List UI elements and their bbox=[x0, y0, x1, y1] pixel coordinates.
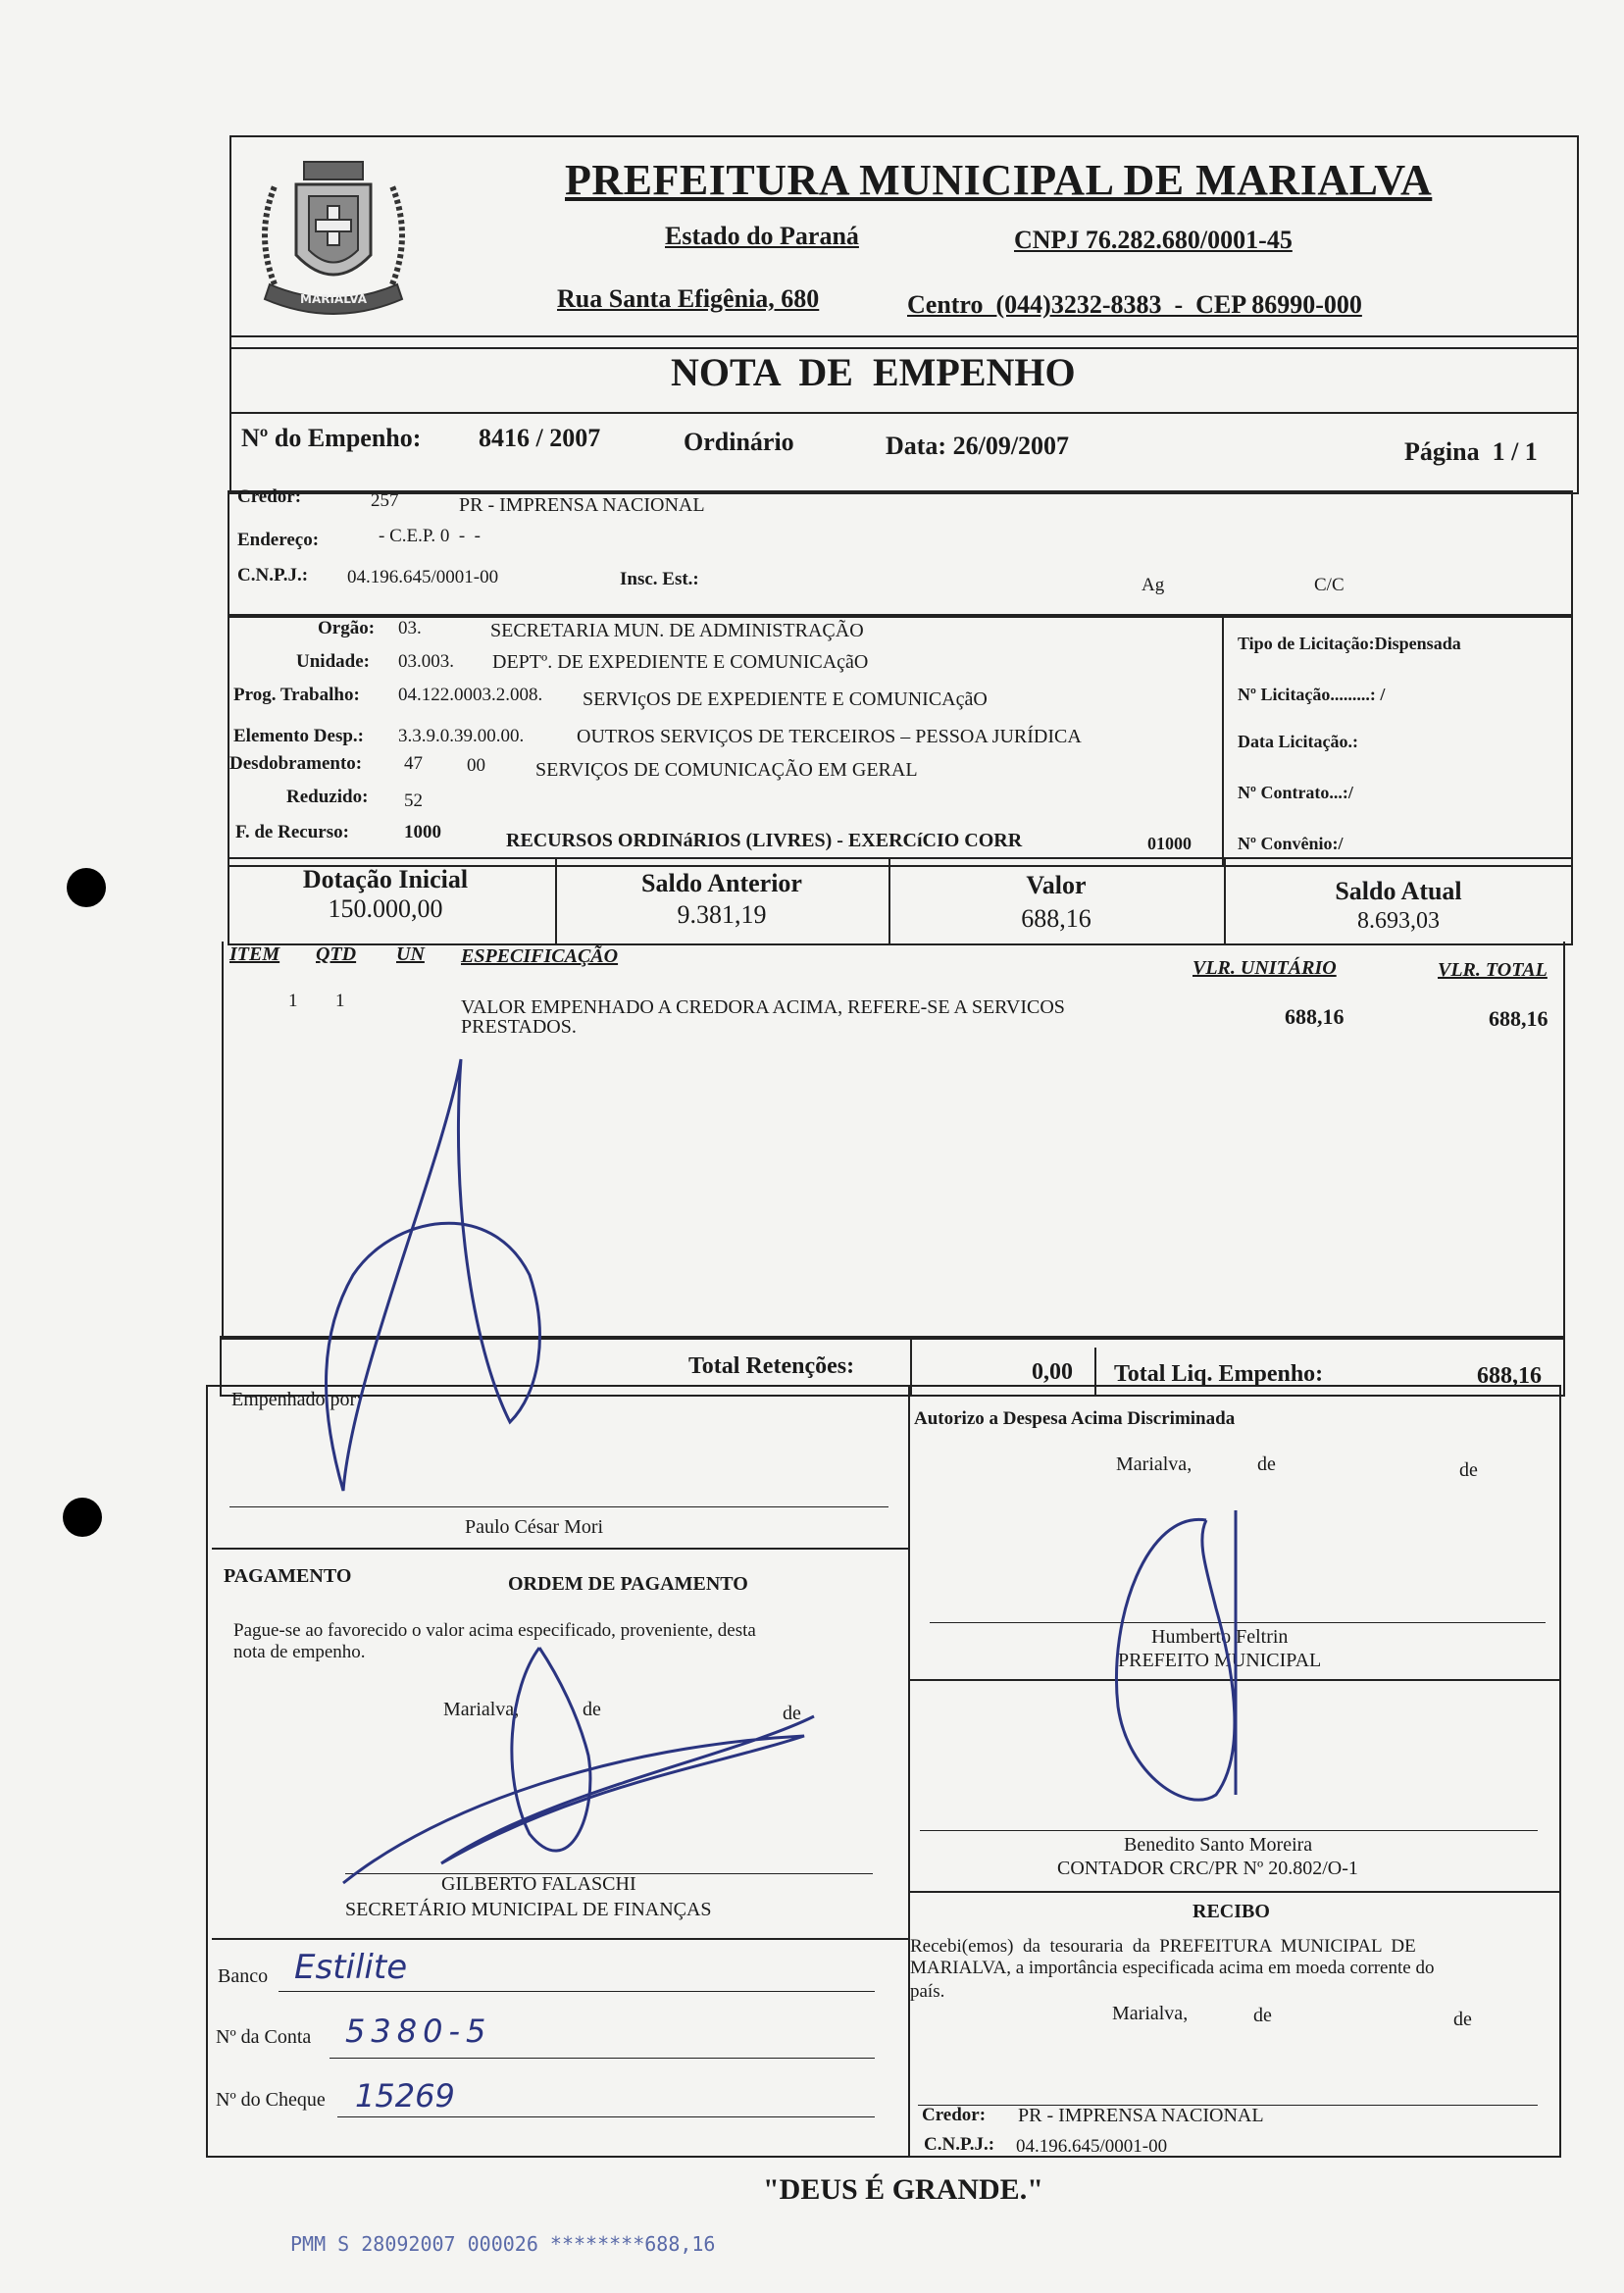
empenho-date: Data: 26/09/2007 bbox=[886, 432, 1070, 460]
pagamento-text-line2: nota de empenho. bbox=[233, 1642, 366, 1662]
recibo-line3: país. bbox=[910, 1981, 945, 2002]
prog-label: Prog. Trabalho: bbox=[233, 685, 360, 705]
recurso-extra: 01000 bbox=[1147, 834, 1192, 853]
elemento-code: 3.3.9.0.39.00.00. bbox=[398, 726, 525, 746]
liq-empenho-value: 688,16 bbox=[1477, 1363, 1542, 1389]
punch-hole bbox=[67, 868, 106, 907]
prog-name: SERVIçOS DE EXPEDIENTE E COMUNICAçãO bbox=[583, 688, 988, 710]
credor-name: PR - IMPRENSA NACIONAL bbox=[459, 494, 705, 516]
valor-value: 688,16 bbox=[1021, 904, 1091, 933]
section-divider bbox=[212, 1938, 908, 1940]
col-vlr-total: VLR. TOTAL bbox=[1438, 959, 1548, 981]
pagamento-title: PAGAMENTO bbox=[224, 1565, 352, 1587]
col-item: ITEM bbox=[229, 943, 280, 965]
contador-name: Benedito Santo Moreira bbox=[1124, 1834, 1313, 1856]
col-un: UN bbox=[396, 943, 425, 965]
autorizo-de-2: de bbox=[1459, 1459, 1478, 1481]
recibo-cnpj: 04.196.645/0001-00 bbox=[1016, 2136, 1168, 2157]
recibo-credor-label: Credor: bbox=[922, 2105, 987, 2125]
valor-label: Valor bbox=[1026, 871, 1087, 899]
item-number: 1 bbox=[288, 991, 298, 1011]
orgao-code: 03. bbox=[398, 618, 422, 638]
motto: "DEUS É GRANDE." bbox=[763, 2173, 1043, 2206]
retencoes-value: 0,00 bbox=[1032, 1359, 1073, 1385]
section-divider bbox=[908, 1891, 1559, 1893]
pagamento-de-2: de bbox=[783, 1703, 801, 1724]
saldo-atual-label: Saldo Atual bbox=[1335, 877, 1462, 905]
secretario-role: SECRETÁRIO MUNICIPAL DE FINANÇAS bbox=[345, 1899, 712, 1920]
saldo-anterior-label: Saldo Anterior bbox=[641, 869, 802, 897]
creditor-box bbox=[228, 490, 1573, 616]
credor-label: Credor: bbox=[237, 486, 302, 507]
empenhado-name: Paulo César Mori bbox=[465, 1516, 604, 1538]
punch-hole bbox=[63, 1498, 102, 1537]
desdobramento-code-a: 47 bbox=[404, 753, 423, 774]
autorizo-marialva: Marialva, bbox=[1116, 1453, 1193, 1475]
desdobramento-label: Desdobramento: bbox=[229, 753, 363, 774]
col-qtd: QTD bbox=[316, 943, 357, 965]
item-total-value: 688,16 bbox=[1489, 1006, 1548, 1031]
banco-line bbox=[279, 1991, 875, 1992]
prefeito-role: PREFEITO MUNICIPAL bbox=[1118, 1650, 1322, 1671]
recibo-credor: PR - IMPRENSA NACIONAL bbox=[1018, 2105, 1264, 2126]
municipality-title: PREFEITURA MUNICIPAL DE MARIALVA bbox=[565, 156, 1433, 204]
reduzido-label: Reduzido: bbox=[286, 787, 369, 807]
n-convenio: Nº Convênio:/ bbox=[1238, 834, 1344, 853]
prog-code: 04.122.0003.2.008. bbox=[398, 685, 543, 705]
n-contrato: Nº Contrato...:/ bbox=[1238, 783, 1353, 802]
col-especificacao: ESPECIFICAÇÃO bbox=[461, 945, 619, 967]
credor-code: 257 bbox=[371, 490, 399, 511]
contador-role: CONTADOR CRC/PR Nº 20.802/O-1 bbox=[1057, 1858, 1358, 1879]
banco-value: Estilite bbox=[294, 1948, 408, 1987]
reduzido-value: 52 bbox=[404, 790, 423, 811]
signature-prefeito bbox=[1089, 1501, 1285, 1834]
saldo-atual-value: 8.693,03 bbox=[1357, 908, 1440, 934]
signature-empenhado bbox=[294, 1049, 608, 1510]
empenho-number-label: Nº do Empenho: bbox=[241, 424, 422, 452]
dotacao-value: 150.000,00 bbox=[328, 894, 443, 923]
doc-title: NOTA DE EMPENHO bbox=[671, 350, 1076, 394]
data-licitacao: Data Licitação.: bbox=[1238, 732, 1358, 751]
unidade-label: Unidade: bbox=[296, 651, 370, 672]
retencoes-label: Total Retenções: bbox=[688, 1353, 855, 1379]
desdobramento-name: SERVIÇOS DE COMUNICAÇÃO EM GERAL bbox=[535, 759, 918, 781]
endereco-label: Endereço: bbox=[237, 530, 320, 550]
section-divider bbox=[212, 1548, 908, 1550]
recurso-name: RECURSOS ORDINáRIOS (LIVRES) - EXERCíCIO CORR bbox=[506, 830, 1023, 851]
recibo-marialva: Marialva, bbox=[1112, 2003, 1189, 2024]
conta-value: 5380-5 bbox=[345, 2013, 492, 2050]
recibo-line2: MARIALVA, a importância especificada acima em moeda corrente do bbox=[910, 1958, 1435, 1978]
state-name: Estado do Paraná bbox=[665, 222, 859, 250]
orgao-name: SECRETARIA MUN. DE ADMINISTRAÇÃO bbox=[490, 620, 864, 641]
budget-divider bbox=[1222, 616, 1224, 867]
recurso-label: F. de Recurso: bbox=[235, 822, 349, 842]
recurso-code: 1000 bbox=[404, 822, 441, 842]
dotacao-label: Dotação Inicial bbox=[302, 865, 469, 893]
liq-empenho-label: Total Liq. Empenho: bbox=[1114, 1361, 1324, 1387]
banco-label: Banco bbox=[218, 1965, 269, 1987]
recibo-line1: Recebi(emos) da tesouraria da PREFEITURA MUNICIPAL DE bbox=[910, 1936, 1416, 1957]
autorizo-text: Autorizo a Despesa Acima Discriminada bbox=[914, 1408, 1236, 1429]
item-spec-line2: PRESTADOS. bbox=[461, 1016, 577, 1038]
signature-secretario bbox=[324, 1628, 834, 1912]
cc-label: C/C bbox=[1314, 575, 1345, 595]
item-spec-line1: VALOR EMPENHADO A CREDORA ACIMA, REFERE-SE A SERVICOS bbox=[461, 996, 1065, 1018]
cnpj-label: C.N.P.J.: bbox=[237, 565, 309, 586]
mechanical-stamp: PMM S 28092007 000026 ********688,16 bbox=[290, 2232, 716, 2256]
unidade-code: 03.003. bbox=[398, 651, 454, 672]
cheque-value: 15269 bbox=[355, 2077, 455, 2115]
tipo-licitacao: Tipo de Licitação:Dispensada bbox=[1238, 634, 1461, 653]
address-street: Rua Santa Efigênia, 680 bbox=[557, 284, 820, 313]
municipality-cnpj: CNPJ 76.282.680/0001-45 bbox=[1014, 226, 1293, 254]
cheque-label: Nº do Cheque bbox=[216, 2089, 326, 2111]
balance-divider bbox=[1224, 857, 1226, 945]
orgao-label: Orgão: bbox=[318, 618, 376, 638]
secretario-name: GILBERTO FALASCHI bbox=[441, 1873, 636, 1895]
cnpj-value: 04.196.645/0001-00 bbox=[347, 567, 499, 587]
coat-of-arms bbox=[235, 137, 431, 333]
conta-line bbox=[330, 2058, 875, 2059]
cheque-line bbox=[337, 2116, 875, 2117]
autorizo-de-1: de bbox=[1257, 1453, 1276, 1475]
desdobramento-code-b: 00 bbox=[467, 755, 485, 776]
elemento-label: Elemento Desp.: bbox=[233, 726, 364, 746]
item-unit-value: 688,16 bbox=[1285, 1004, 1345, 1029]
item-qtd: 1 bbox=[335, 991, 345, 1011]
empenhado-label: Empenhado por: bbox=[231, 1389, 362, 1410]
pagamento-marialva: Marialva, bbox=[443, 1699, 520, 1720]
balance-divider bbox=[555, 857, 557, 945]
ordem-pagamento: ORDEM DE PAGAMENTO bbox=[508, 1573, 748, 1595]
recibo-title: RECIBO bbox=[1193, 1901, 1270, 1922]
prefeito-name: Humberto Feltrin bbox=[1151, 1626, 1289, 1648]
pagamento-de-1: de bbox=[583, 1699, 601, 1720]
recibo-de-2: de bbox=[1453, 2009, 1472, 2030]
empenho-number: 8416 / 2007 bbox=[479, 424, 601, 452]
svg-text:MARIALVA: MARIALVA bbox=[300, 292, 367, 306]
recibo-de-1: de bbox=[1253, 2005, 1272, 2026]
n-licitacao: Nº Licitação.........: / bbox=[1238, 685, 1386, 704]
elemento-name: OUTROS SERVIÇOS DE TERCEIROS – PESSOA JURÍDICA bbox=[577, 726, 1082, 747]
pagamento-text-line1: Pague-se ao favorecido o valor acima especificado, proveniente, desta bbox=[233, 1620, 756, 1641]
address-rest: Centro (044)3232-8383 - CEP 86990-000 bbox=[907, 290, 1362, 319]
empenho-type: Ordinário bbox=[684, 428, 794, 456]
lower-divider bbox=[908, 1385, 910, 2158]
insc-label: Insc. Est.: bbox=[620, 569, 699, 589]
endereco-value: - C.E.P. 0 - - bbox=[379, 526, 481, 546]
saldo-anterior-value: 9.381,19 bbox=[677, 900, 767, 929]
balance-divider bbox=[888, 857, 890, 945]
conta-label: Nº da Conta bbox=[216, 2026, 312, 2048]
unidade-name: DEPTº. DE EXPEDIENTE E COMUNICAçãO bbox=[492, 651, 869, 673]
page-indicator: Página 1 / 1 bbox=[1404, 437, 1538, 466]
col-vlr-unitario: VLR. UNITÁRIO bbox=[1193, 957, 1337, 979]
ag-label: Ag bbox=[1142, 575, 1165, 595]
recibo-cnpj-label: C.N.P.J.: bbox=[924, 2134, 995, 2155]
